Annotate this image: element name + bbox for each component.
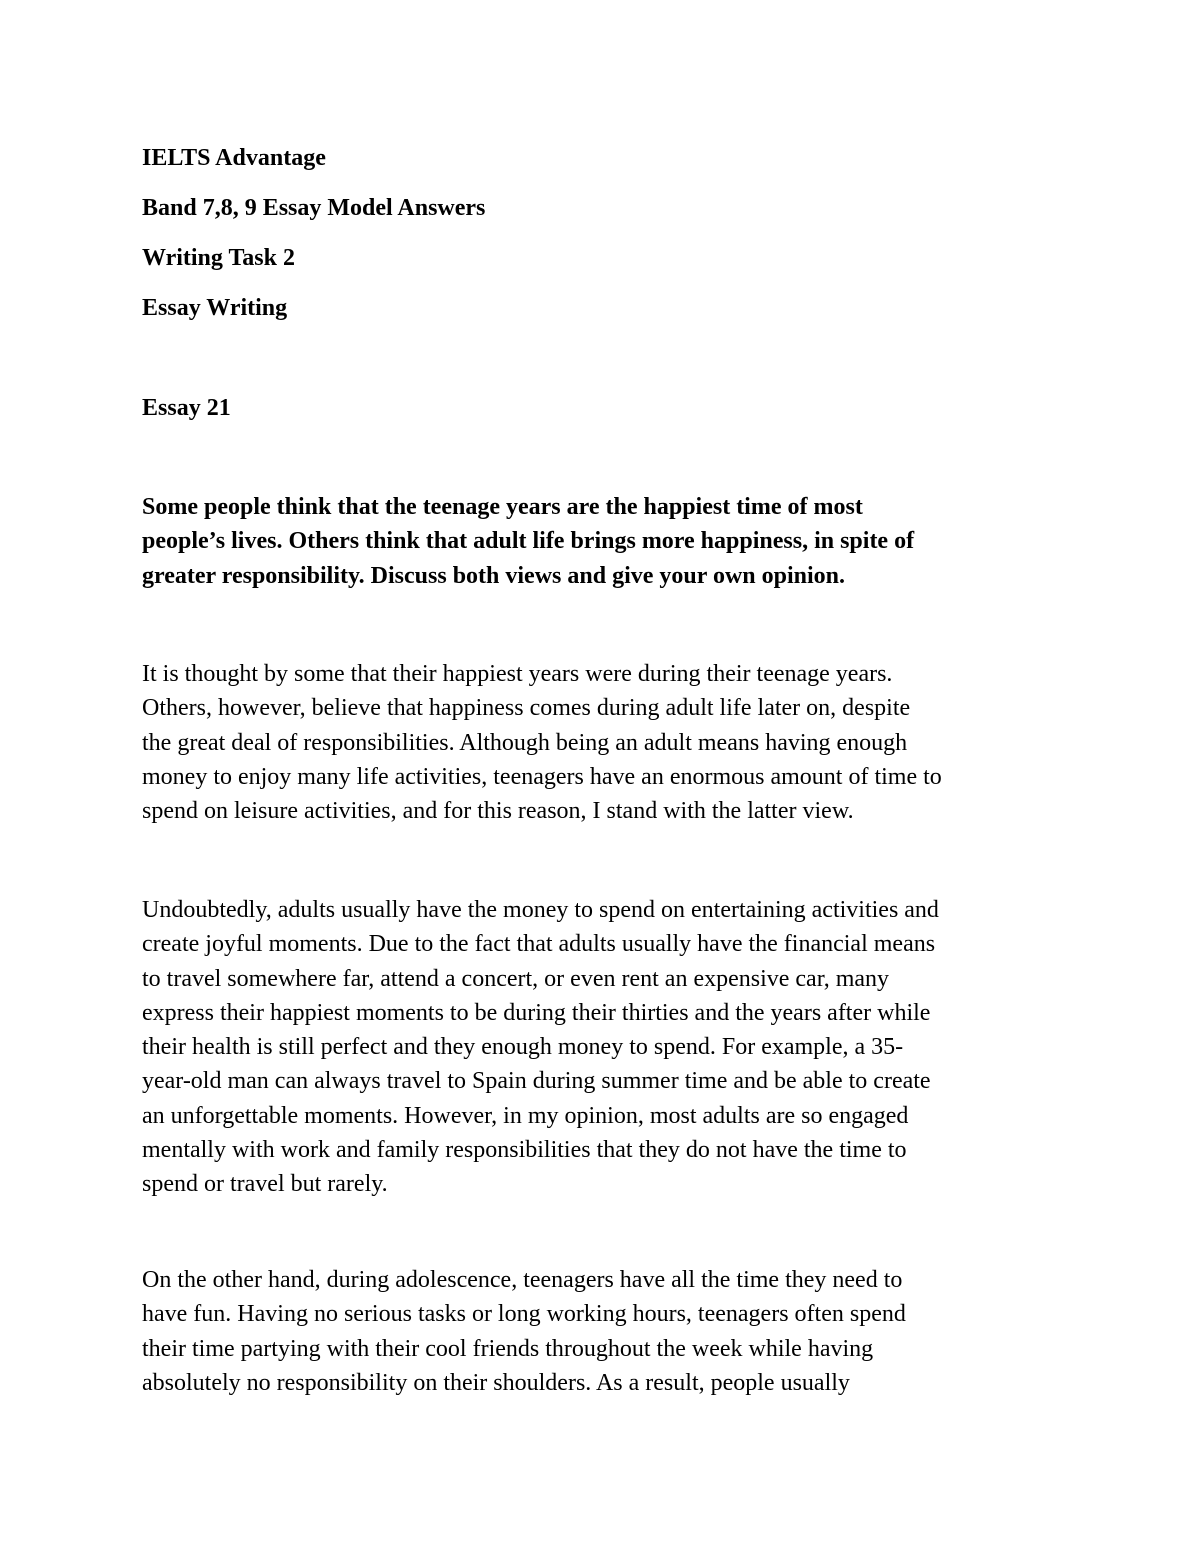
prompt-line: Some people think that the teenage years are the happiest time of most [142, 494, 863, 520]
prompt-line: greater responsibility. Discuss both views and give your own opinion. [142, 562, 846, 589]
paragraph-line: spend or travel but rarely. [142, 1171, 388, 1198]
paragraph-line: Undoubtedly, adults usually have the money to spend on entertaining activities and [142, 897, 939, 923]
prompt-line: people’s lives. Others think that adult life brings more happiness, in spite of [142, 528, 915, 555]
paragraph-line: their time partying with their cool friends throughout the week while having [142, 1335, 874, 1362]
essay-prompt [142, 490, 1072, 593]
paragraph-body-2 [142, 1263, 1072, 1400]
paragraph-introduction [142, 657, 1072, 828]
paragraph-body-1 [142, 893, 1072, 1202]
paragraph-line: On the other hand, during adolescence, teenagers have all the time they need to [142, 1267, 903, 1293]
paragraph-line: spend on leisure activities, and for this reason, I stand with the latter view. [142, 798, 854, 825]
category-title: Essay Writing [142, 295, 288, 321]
collection-title: Band 7,8, 9 Essay Model Answers [142, 195, 486, 221]
publisher-title: IELTS Advantage [142, 145, 326, 171]
paragraph-line: mentally with work and family responsibilities that they do not have the time to [142, 1137, 907, 1164]
paragraph-line: an unforgettable moments. However, in my opinion, most adults are so engaged [142, 1102, 909, 1129]
paragraph-line: the great deal of responsibilities. Although being an adult means having enough [142, 729, 908, 756]
paragraph-line: absolutely no responsibility on their shoulders. As a result, people usually [142, 1369, 850, 1396]
paragraph-line: It is thought by some that their happiest years were during their teenage years. [142, 661, 893, 687]
paragraph-line: express their happiest moments to be during their thirties and the years after while [142, 999, 931, 1026]
paragraph-line: have fun. Having no serious tasks or long working hours, teenagers often spend [142, 1301, 906, 1328]
essay-label: Essay 21 [142, 395, 231, 421]
paragraph-line: Others, however, believe that happiness comes during adult life later on, despite [142, 695, 911, 722]
paragraph-line: their health is still perfect and they enough money to spend. For example, a 35- [142, 1034, 904, 1061]
task-title: Writing Task 2 [142, 245, 295, 271]
paragraph-line: money to enjoy many life activities, teenagers have an enormous amount of time to [142, 763, 942, 790]
paragraph-line: to travel somewhere far, attend a concert, or even rent an expensive car, many [142, 965, 890, 992]
paragraph-line: create joyful moments. Due to the fact that adults usually have the financial means [142, 931, 936, 958]
paragraph-line: year-old man can always travel to Spain during summer time and be able to create [142, 1068, 931, 1095]
